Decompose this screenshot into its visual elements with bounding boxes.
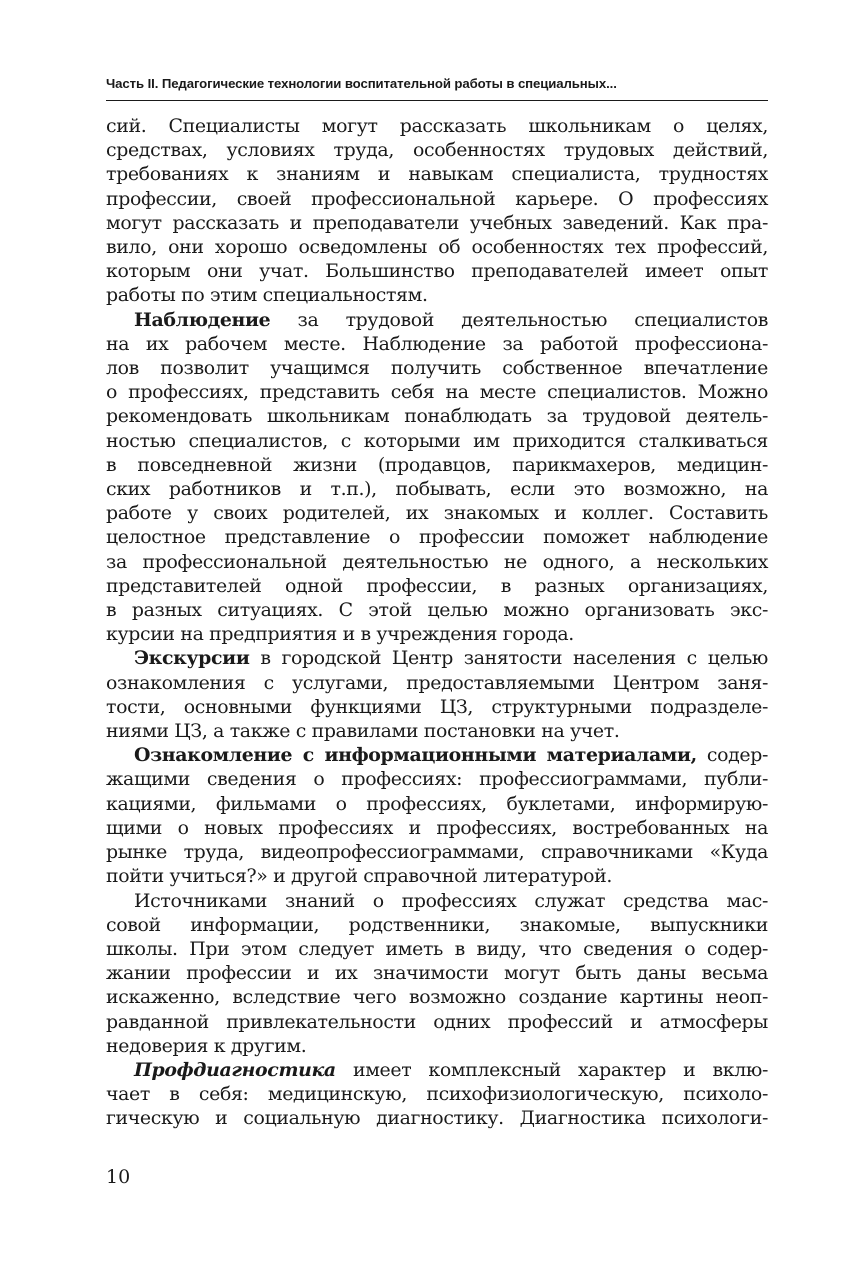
text-line: профессии, своей профессиональной карьере. О профессиях <box>106 187 768 210</box>
text-line: ознакомления с услугами, предоставляемыми Центром заня- <box>106 671 768 694</box>
text-line <box>106 646 768 670</box>
term-materials: Ознакомление с информационными материалами, <box>134 744 697 767</box>
paragraph-materials <box>106 743 768 888</box>
text-line: жании профессии и их значимости могут быть даны весьма <box>106 962 768 985</box>
text-fragment: в городской Центр занятости населения с целью <box>249 647 768 670</box>
text-line: щими о новых профессиях и профессиях, востребованных на <box>106 816 768 839</box>
text-line <box>106 1058 768 1082</box>
text-line: лов позволит учащимся получить собственное впечатление <box>106 357 768 380</box>
term-diagnostics: Профдиагностика <box>134 1058 336 1081</box>
text-line: Источниками знаний о профессиях служат средства мас- <box>134 889 768 912</box>
text-line: школы. При этом следует иметь в виду, что сведения о содер- <box>106 937 768 960</box>
text-line: за профессиональной деятельностью не одного, а нескольких <box>106 550 768 573</box>
text-line: ниями ЦЗ, а также с правилами постановки на учет. <box>106 720 620 743</box>
paragraph-excursions <box>106 646 768 743</box>
text-line: гическую и социальную диагностику. Диагностика психологи- <box>106 1107 768 1130</box>
text-line: вило, они хорошо осведомлены об особенностях тех профессий, <box>106 236 768 259</box>
text-line: на их рабочем месте. Наблюдение за работой профессиона- <box>106 332 768 355</box>
paragraph-sources <box>106 889 768 1058</box>
text-line: средствах, условиях труда, особенностях трудовых действий, <box>106 139 768 162</box>
text-line <box>106 743 768 767</box>
text-line <box>106 308 768 332</box>
paragraph-diagnostics <box>106 1058 768 1131</box>
text-line: тости, основными функциями ЦЗ, структурными подразделе- <box>106 695 768 718</box>
text-line: курсии на предприятия и в учреждения города. <box>106 623 574 646</box>
text-line: рекомендовать школьникам понаблюдать за трудовой деятель- <box>106 405 768 428</box>
text-line: требованиях к знаниям и навыкам специалиста, трудностях <box>106 163 768 186</box>
running-head: Часть II. Педагогические технологии воспитательной работы в специальных... <box>106 76 617 91</box>
text-line: недоверия к другим. <box>106 1034 307 1057</box>
paragraph-observation <box>106 308 768 647</box>
text-line: ских работников и т.п.), побывать, если это возможно, на <box>106 478 768 501</box>
text-line: работы по этим специальностям. <box>106 284 428 307</box>
text-line: могут рассказать и преподаватели учебных заведений. Как пра- <box>106 211 768 234</box>
term-observation: Наблюдение <box>134 308 271 331</box>
text-fragment: имеет комплексный характер и вклю- <box>335 1058 768 1081</box>
text-fragment: за трудовой деятельностью специалистов <box>270 308 768 331</box>
text-line: которым они учат. Большинство преподавателей имеет опыт <box>106 260 768 283</box>
text-line: чает в себя: медицинскую, психофизиологическую, психоло- <box>106 1083 768 1106</box>
text-line: представителей одной профессии, в разных организациях, <box>106 574 768 597</box>
header-rule <box>106 100 768 101</box>
term-excursions: Экскурсии <box>134 647 250 670</box>
text-line: совой информации, родственники, знакомые, выпускники <box>106 913 768 936</box>
text-line: искаженно, вследствие чего возможно создание картины неоп- <box>106 986 768 1009</box>
text-line: работе у своих родителей, их знакомых и коллег. Составить <box>106 502 768 525</box>
text-line: о профессиях, представить себя на месте специалистов. Можно <box>106 381 768 404</box>
text-line: сий. Специалисты могут рассказать школьникам о целях, <box>106 115 768 137</box>
text-fragment: содер- <box>696 744 768 767</box>
text-line: целостное представление о профессии поможет наблюдение <box>106 526 768 549</box>
page-number: 10 <box>106 1166 131 1188</box>
text-line: в разных ситуациях. С этой целью можно организовать экс- <box>106 599 768 622</box>
text-line: рынке труда, видеопрофессиограммами, справочниками «Куда <box>106 841 768 864</box>
text-line: в повседневной жизни (продавцов, парикмахеров, медицин- <box>106 453 768 476</box>
text-line: жащими сведения о профессиях: профессиограммами, публи- <box>106 768 768 791</box>
text-line: равданной привлекательности одних профессий и атмосферы <box>106 1010 768 1033</box>
paragraph-1 <box>106 114 768 308</box>
page-body <box>106 114 768 1131</box>
text-line: кациями, фильмами о профессиях, буклетами, информирую- <box>106 792 768 815</box>
text-line: пойти учиться?» и другой справочной литературой. <box>106 865 613 888</box>
text-line: ностью специалистов, с которыми им приходится сталкиваться <box>106 429 768 452</box>
